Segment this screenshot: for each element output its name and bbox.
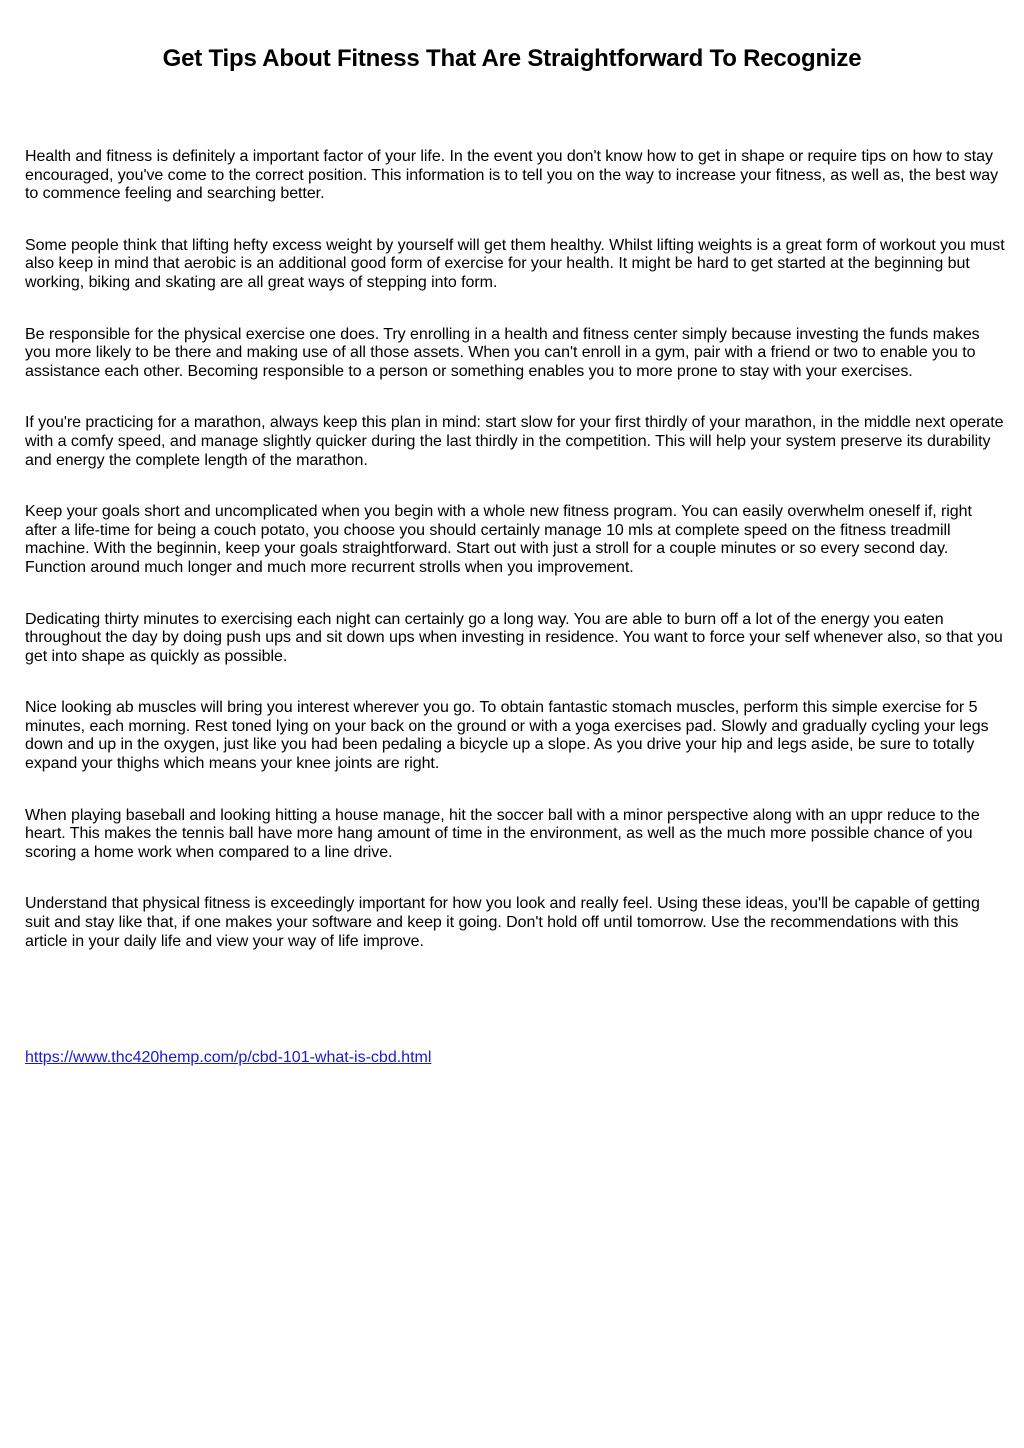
page-title: Get Tips About Fitness That Are Straightforward To Recognize [162,45,862,72]
source-link[interactable]: https://www.thc420hemp.com/p/cbd-101-what-is-cbd.html [25,1049,432,1066]
paragraph-9: Understand that physical fitness is exceedingly important for how you look and really feel. Using these ideas, you'll be capable of getting suit and stay like that, if one makes your software and keep it going. Don't hold off until tomorrow. Use the recommendations with this article in your daily life and view your way of life improve. [25,895,980,950]
paragraph-1: Health and fitness is definitely a important factor of your life. In the event you don't know how to get in shape or require tips on how to stay encouraged, you've come to the correct position. This information is to tell you on the way to increase your fitness, as well as, the best way to commence feeling and searching better. [25,148,999,203]
article-body [25,148,1005,984]
paragraph-4: If you're practicing for a marathon, always keep this plan in mind: start slow for your first thirdly of your marathon, in the middle next operate with a comfy speed, and manage slightly quicker during the last thirdly in the competition. This will help your system preserve its durability and energy the complete length of the marathon. [25,414,1004,469]
paragraph-2: Some people think that lifting hefty excess weight by yourself will get them healthy. Whilst lifting weights is a great form of workout you must also keep in mind that aerobic is an additional good form of exercise for your health. It might be hard to get started at the beginning but working, biking and skating are all great ways of stepping into form. [25,236,1005,291]
footer-link-container [25,1049,431,1068]
paragraph-6: Dedicating thirty minutes to exercising each night can certainly go a long way. You are able to burn off a lot of the energy you eaten throughout the day by doing push ups and sit down ups when investing in residence. You want to force your self whenever also, so that you get into shape as quickly as possible. [25,610,1003,665]
paragraph-5: Keep your goals short and uncomplicated when you begin with a whole new fitness program. You can easily overwhelm oneself if, right after a life-time for being a couch potato, you choose you should certainly manage 10 mls at complete speed on the fitness treadmill machine. With the beginnin, keep your goals straightforward. Start out with just a stroll for a couple minutes or so every second day. Function around much longer and much more recurrent strolls when you improvement. [25,503,972,576]
paragraph-7: Nice looking ab muscles will bring you interest wherever you go. To obtain fantastic stomach muscles, perform this simple exercise for 5 minutes, each morning. Rest toned lying on your back on the ground or with a yoga exercises pad. Slowly and gradually cycling your legs down and up in the oxygen, just like you had been pedaling a bicycle up a slope. As you drive your hip and legs aside, be sure to totally expand your thighs which means your knee joints are right. [25,699,989,773]
paragraph-8: When playing baseball and looking hitting a house manage, hit the soccer ball with a minor perspective along with an uppr reduce to the heart. This makes the tennis ball have more hang amount of time in the environment, as well as the much more possible chance of you scoring a home work when compared to a line drive. [25,806,980,861]
paragraph-3: Be responsible for the physical exercise one does. Try enrolling in a health and fitness center simply because investing the funds makes you more likely to be there and making use of all those assets. When you can't enroll in a gym, pair with a friend or two to enable you to assistance each other. Becoming responsible to a person or something enables you to more prone to stay with your exercises. [25,325,980,380]
